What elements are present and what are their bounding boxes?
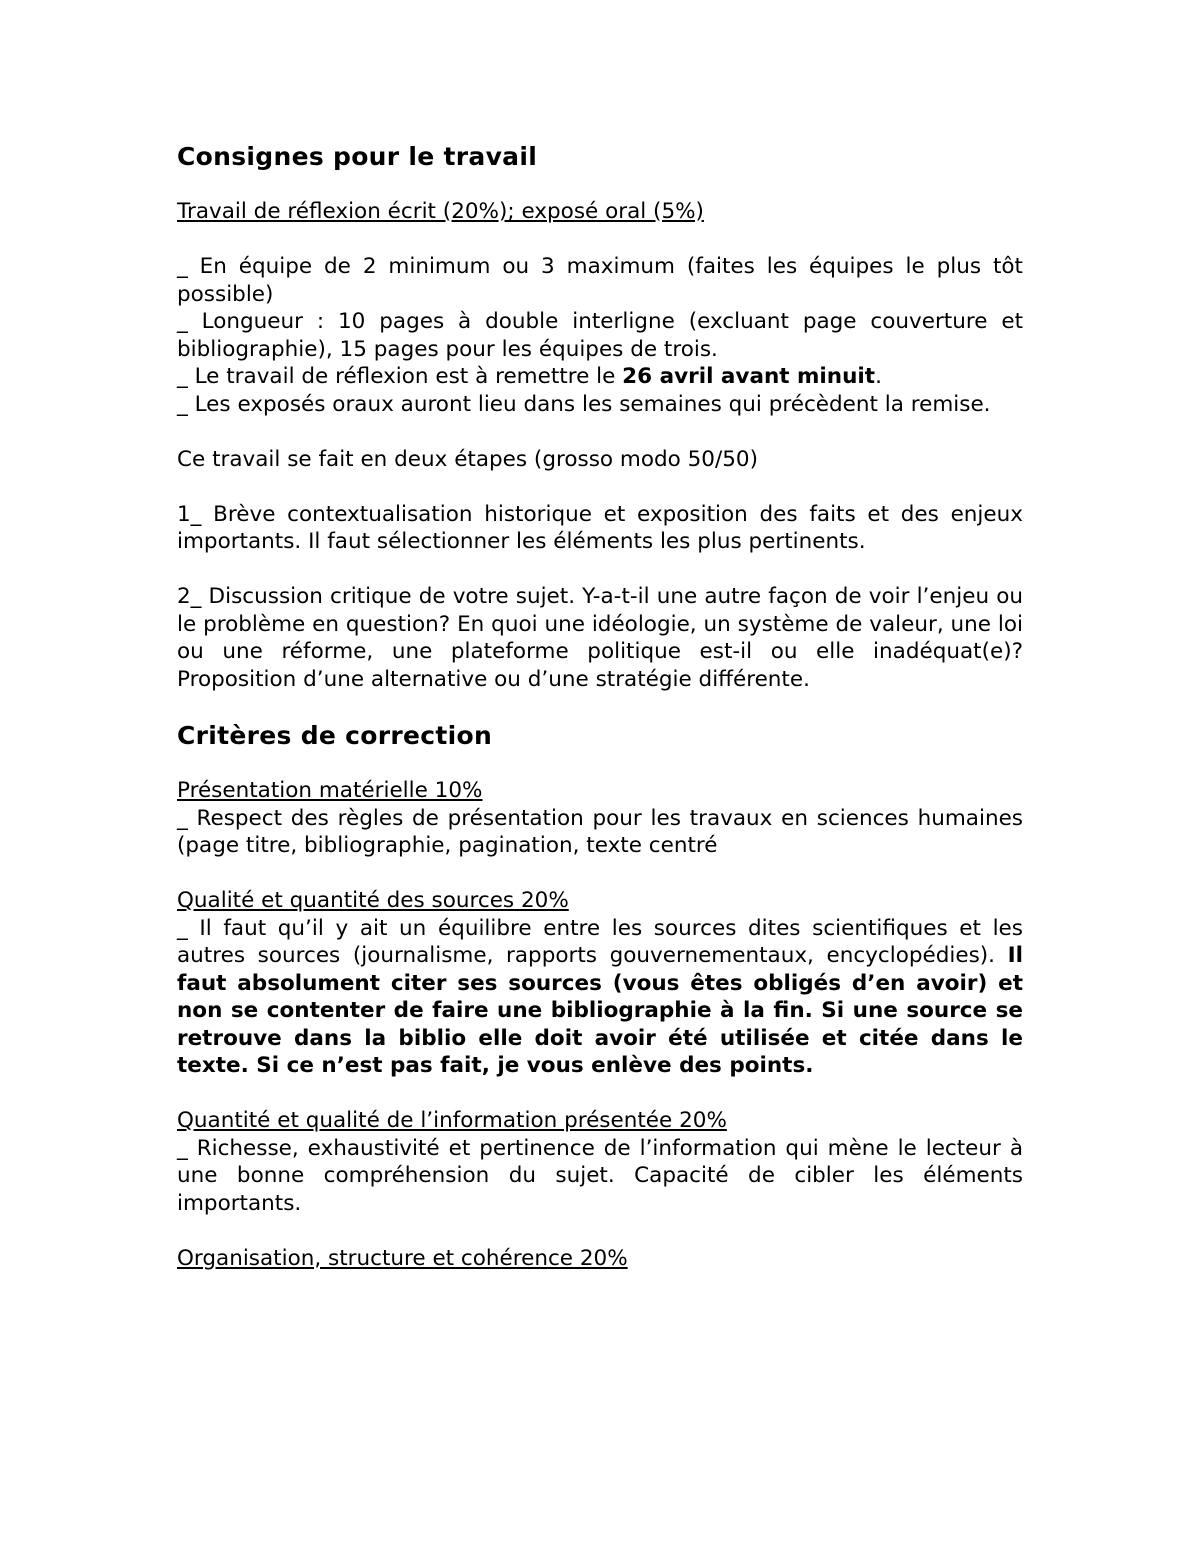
due-date: 26 avril avant minuit <box>622 364 876 389</box>
due-prefix: _ Le travail de réflexion est à remettre le <box>177 364 623 389</box>
step-1: 1_ Brève contextualisation historique et exposition des faits et des enjeux importants. Il faut sélectionner les éléments les plus pertinents. <box>177 501 1023 554</box>
steps-intro: Ce travail se fait en deux étapes (grosso modo 50/50) <box>177 446 758 472</box>
sources-paragraph <box>177 915 1023 1080</box>
spacer <box>177 473 1023 501</box>
consignes-subtitle: Travail de réflexion écrit (20%); exposé oral (5%) <box>177 199 704 224</box>
criteres-title: Critères de correction <box>177 721 493 750</box>
presentation-text: _ Respect des règles de présentation pour les travaux en sciences humaines (page titre, bibliographie, pagination, texte centré <box>177 805 1023 858</box>
presentation-heading: Présentation matérielle 10% <box>177 778 483 803</box>
information-text: _ Richesse, exhaustivité et pertinence de l’information qui mène le lecteur à une bonne compréhension du sujet. Capacité de cibler les éléments importants. <box>177 1135 1023 1216</box>
document-page <box>177 140 1023 1272</box>
consignes-title: Consignes pour le travail <box>177 142 538 171</box>
spacer <box>177 418 1023 446</box>
bullet-longueur: _ Longueur : 10 pages à double interligne (excluant page couverture et bibliographie), 15 pages pour les équipes de trois. <box>177 309 1023 362</box>
bullet-due-date <box>177 363 1023 391</box>
sources-text: _ Il faut qu’il y ait un équilibre entre les sources dites scientifiques et les autres sources (journalisme, rapports gouvernementaux, encyclopédies). <box>177 915 1023 968</box>
sources-warning: Il faut absolument citer ses sources (vous êtes obligés d’en avoir) et non se contenter de faire une bibliographie à la fin. Si une source se retrouve dans la biblio elle doit avoir été utilisée et citée dans le texte. Si ce n’est pas fait, je vous enlève des points. <box>177 943 1023 1078</box>
sources-heading: Qualité et quantité des sources 20% <box>177 888 569 913</box>
step-2: 2_ Discussion critique de votre sujet. Y-a-t-il une autre façon de voir l’enjeu ou le problème en question? En quoi une idéologie, un système de valeur, une loi ou une réforme, une plateforme politique est-il ou elle inadéquat(e)? Proposition d’une alternative ou d’une stratégie différente. <box>177 584 1023 692</box>
due-suffix: . <box>875 364 882 389</box>
information-heading: Quantité et qualité de l’information présentée 20% <box>177 1108 727 1133</box>
spacer <box>177 860 1023 888</box>
bullet-equipe: _ En équipe de 2 minimum ou 3 maximum (faites les équipes le plus tôt possible) <box>177 254 1023 307</box>
spacer <box>177 1217 1023 1245</box>
spacer <box>177 226 1023 254</box>
spacer <box>177 556 1023 584</box>
organisation-heading: Organisation, structure et cohérence 20% <box>177 1245 628 1271</box>
bullet-oral: _ Les exposés oraux auront lieu dans les semaines qui précèdent la remise. <box>177 391 991 417</box>
spacer <box>177 1080 1023 1108</box>
